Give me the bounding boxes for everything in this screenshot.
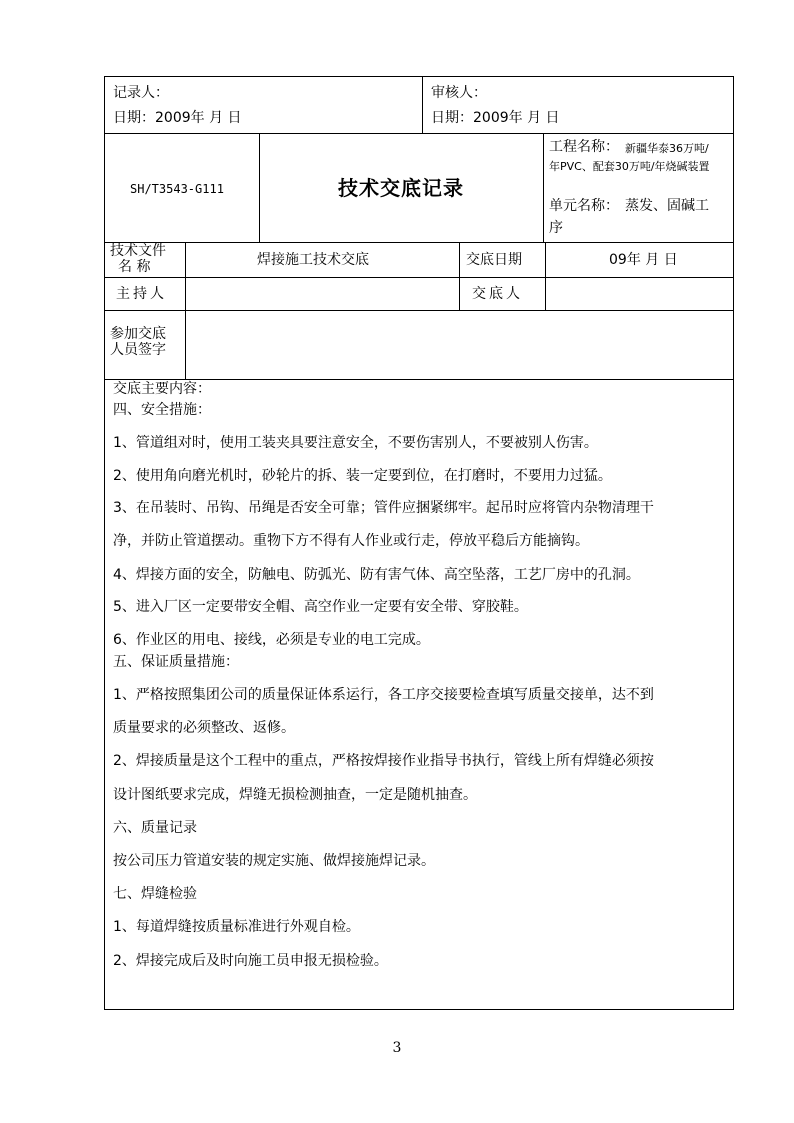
- unit-name-value-1: 蒸发、固碱工: [625, 198, 709, 214]
- divider: [422, 76, 423, 133]
- list-item: 1、严格按照集团公司的质量保证体系运行，各工序交接要检查填写质量交接单，达不到: [113, 687, 654, 703]
- host-label: 主持人: [116, 286, 167, 302]
- list-item: 2、焊接完成后及时向施工员申报无损检验。: [113, 953, 388, 969]
- list-item: 1、管道组对时，使用工装夹具要注意安全，不要伤害别人，不要被别人伤害。: [113, 435, 598, 451]
- divider: [104, 242, 734, 243]
- divider: [459, 242, 460, 310]
- list-item: 6、作业区的用电、接线，必须是专业的电工完成。: [113, 632, 430, 648]
- list-item: 质量要求的必须整改、返修。: [113, 720, 295, 736]
- list-item: 3、在吊装时、吊钩、吊绳是否安全可靠；管件应捆紧绑牢。起吊时应将管内杂物清理干: [113, 500, 654, 516]
- presenter-label: 交底人: [472, 286, 523, 302]
- date-label: 交底日期: [466, 252, 522, 268]
- list-item: 按公司压力管道安装的规定实施、做焊接施焊记录。: [113, 853, 435, 869]
- unit-name-value-2: 序: [549, 220, 563, 236]
- project-name-label: 工程名称：: [549, 139, 619, 155]
- content-heading: 交底主要内容：: [113, 381, 211, 397]
- page-number: 3: [392, 1040, 402, 1056]
- participants-label-1: 参加交底: [110, 326, 166, 342]
- divider: [104, 310, 734, 311]
- doc-name-value: 焊接施工技术交底: [257, 252, 369, 268]
- reviewer-label: 审核人：: [431, 85, 487, 101]
- list-item: 净，并防止管道摆动。重物下方不得有人作业或行走，停放平稳后方能摘钩。: [113, 533, 589, 549]
- section-7-title: 七、焊缝检验: [113, 886, 197, 902]
- reviewer-date: 日期：2009年 月 日: [431, 110, 560, 126]
- unit-name-label: 单元名称：: [549, 198, 619, 214]
- divider: [545, 242, 546, 310]
- doc-name-label-1: 技术文件: [110, 243, 166, 259]
- divider: [543, 133, 544, 242]
- recorder-label: 记录人：: [113, 85, 169, 101]
- list-item: 2、使用角向磨光机时，砂轮片的拆、装一定要到位，在打磨时，不要用力过猛。: [113, 468, 612, 484]
- section-5-title: 五、保证质量措施：: [113, 654, 239, 670]
- list-item: 4、焊接方面的安全，防触电、防弧光、防有害气体、高空坠落，工艺厂房中的孔洞。: [113, 567, 640, 583]
- list-item: 1、每道焊缝按质量标准进行外观自检。: [113, 919, 360, 935]
- recorder-date: 日期：2009年 月 日: [113, 110, 242, 126]
- doc-name-label-2: 名 称: [118, 259, 151, 275]
- divider: [185, 242, 186, 379]
- list-item: 5、进入厂区一定要带安全帽、高空作业一定要有安全带、穿胶鞋。: [113, 599, 528, 615]
- project-name-value-2: 年PVC、配套30万吨/年烧碱装置: [549, 160, 710, 173]
- divider: [259, 133, 260, 242]
- divider: [104, 277, 734, 278]
- date-value: 09年 月 日: [609, 252, 678, 268]
- list-item: 设计图纸要求完成，焊缝无损检测抽查，一定是随机抽查。: [113, 787, 477, 803]
- list-item: 2、焊接质量是这个工程中的重点，严格按焊接作业指导书执行，管线上所有焊缝必须按: [113, 753, 654, 769]
- project-name-value-1: 新疆华泰36万吨/: [625, 142, 709, 155]
- participants-label-2: 人员签字: [110, 342, 166, 358]
- section-6-title: 六、质量记录: [113, 820, 197, 836]
- section-4-title: 四、安全措施：: [113, 402, 211, 418]
- document-title: 技术交底记录: [338, 176, 464, 200]
- standard-code: SH/T3543-G111: [130, 182, 224, 196]
- divider: [104, 133, 734, 134]
